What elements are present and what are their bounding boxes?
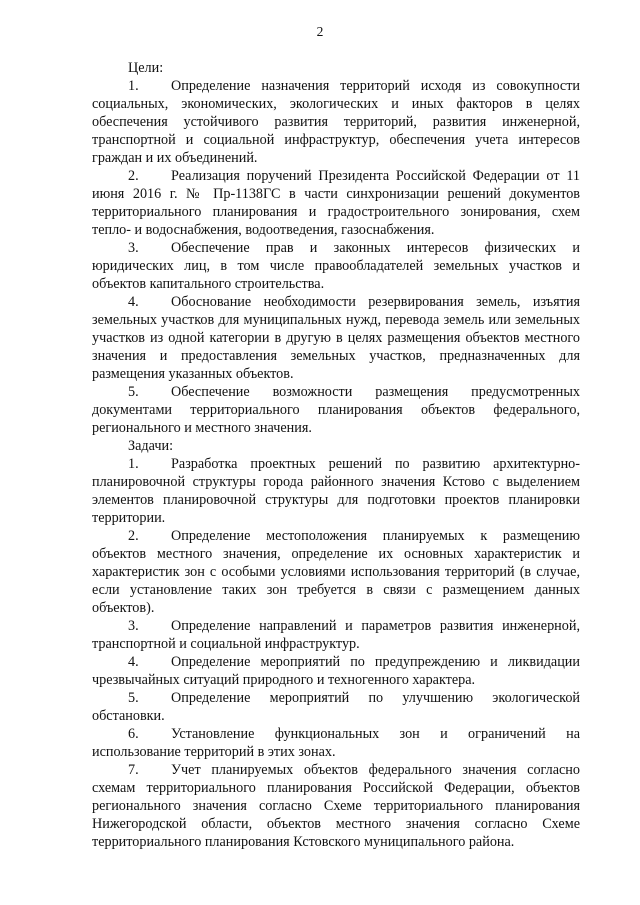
- task-item-5: [92, 689, 580, 725]
- goal-text-2: Реализация поручений Президента Российской Федерации от 11 июня 2016 г. № Пр-1138ГС в части синхронизации решений документов территориального планирования и градостроительного зонирования, схем тепло- и водоснабжения, водоотведения, газоснабжения.: [92, 168, 580, 238]
- task-item-7: [92, 761, 580, 851]
- goal-text-1: Определение назначения территорий исходя из совокупности социальных, экономических, экологических и иных факторов в целях обеспечения устойчивого развития территорий, развития инженерной, транспортной и социальной инфраструктур, обеспечения учета интересов граждан и их объединений.: [92, 78, 580, 166]
- task-number-6: 6.: [128, 726, 139, 742]
- task-text-1: Разработка проектных решений по развитию архитектурно-планировочной структуры города районного значения Кстово с выделением элементов планировочной структуры для подготовки проектов планировки территории.: [92, 456, 580, 526]
- task-text-2: Определение местоположения планируемых к размещению объектов местного значения, определение их основных характеристик и характеристик зон с особыми условиями использования территорий (в случае, если установление таких зон требуется в связи с размещением данных объектов).: [92, 528, 580, 616]
- task-item-4: [92, 653, 580, 689]
- task-text-6: Установление функциональных зон и ограничений на использование территорий в этих зонах.: [92, 726, 580, 760]
- goal-number-4: 4.: [128, 294, 139, 310]
- goal-item-5: [92, 383, 580, 437]
- task-text-4: Определение мероприятий по предупреждению и ликвидации чрезвычайных ситуаций природного и техногенного характера.: [92, 654, 580, 688]
- tasks-heading: Задачи:: [128, 438, 174, 454]
- goal-text-4: Обоснование необходимости резервирования земель, изъятия земельных участков для муниципальных нужд, перевода земель или земельных участков из одной категории в другую в целях размещения объектов местного значения и предоставления земельных участков, предназначенных для размещения указанных объектов.: [92, 294, 580, 382]
- task-number-5: 5.: [128, 690, 139, 706]
- goal-item-3: [92, 239, 580, 293]
- task-text-5: Определение мероприятий по улучшению экологической обстановки.: [92, 690, 580, 724]
- goal-number-2: 2.: [128, 168, 139, 184]
- goal-number-5: 5.: [128, 384, 139, 400]
- task-number-3: 3.: [128, 618, 139, 634]
- task-item-6: [92, 725, 580, 761]
- goal-number-1: 1.: [128, 78, 139, 94]
- task-item-1: [92, 455, 580, 527]
- goal-item-4: [92, 293, 580, 383]
- goal-item-2: [92, 167, 580, 239]
- goal-item-1: [92, 77, 580, 167]
- goal-text-5: Обеспечение возможности размещения предусмотренных документами территориального планирования объектов федерального, регионального и местного значения.: [92, 384, 580, 436]
- task-number-1: 1.: [128, 456, 139, 472]
- task-number-7: 7.: [128, 762, 139, 778]
- task-number-4: 4.: [128, 654, 139, 670]
- task-text-7: Учет планируемых объектов федерального значения согласно схемам территориального планирования Российской Федерации, объектов регионального значения согласно Схеме территориального планирования Нижегородской области, объектов местного значения согласно Схеме территориального планирования Кстовского муниципального района.: [92, 762, 580, 850]
- goals-heading: Цели:: [128, 60, 164, 76]
- task-text-3: Определение направлений и параметров развития инженерной, транспортной и социальной инфраструктур.: [92, 618, 580, 652]
- goal-number-3: 3.: [128, 240, 139, 256]
- task-item-2: [92, 527, 580, 617]
- document-body: [92, 59, 580, 851]
- page-number: 2: [316, 24, 324, 39]
- goal-text-3: Обеспечение прав и законных интересов физических и юридических лиц, в том числе правообладателей земельных участков и объектов капитального строительства.: [92, 240, 580, 292]
- task-item-3: [92, 617, 580, 653]
- task-number-2: 2.: [128, 528, 139, 544]
